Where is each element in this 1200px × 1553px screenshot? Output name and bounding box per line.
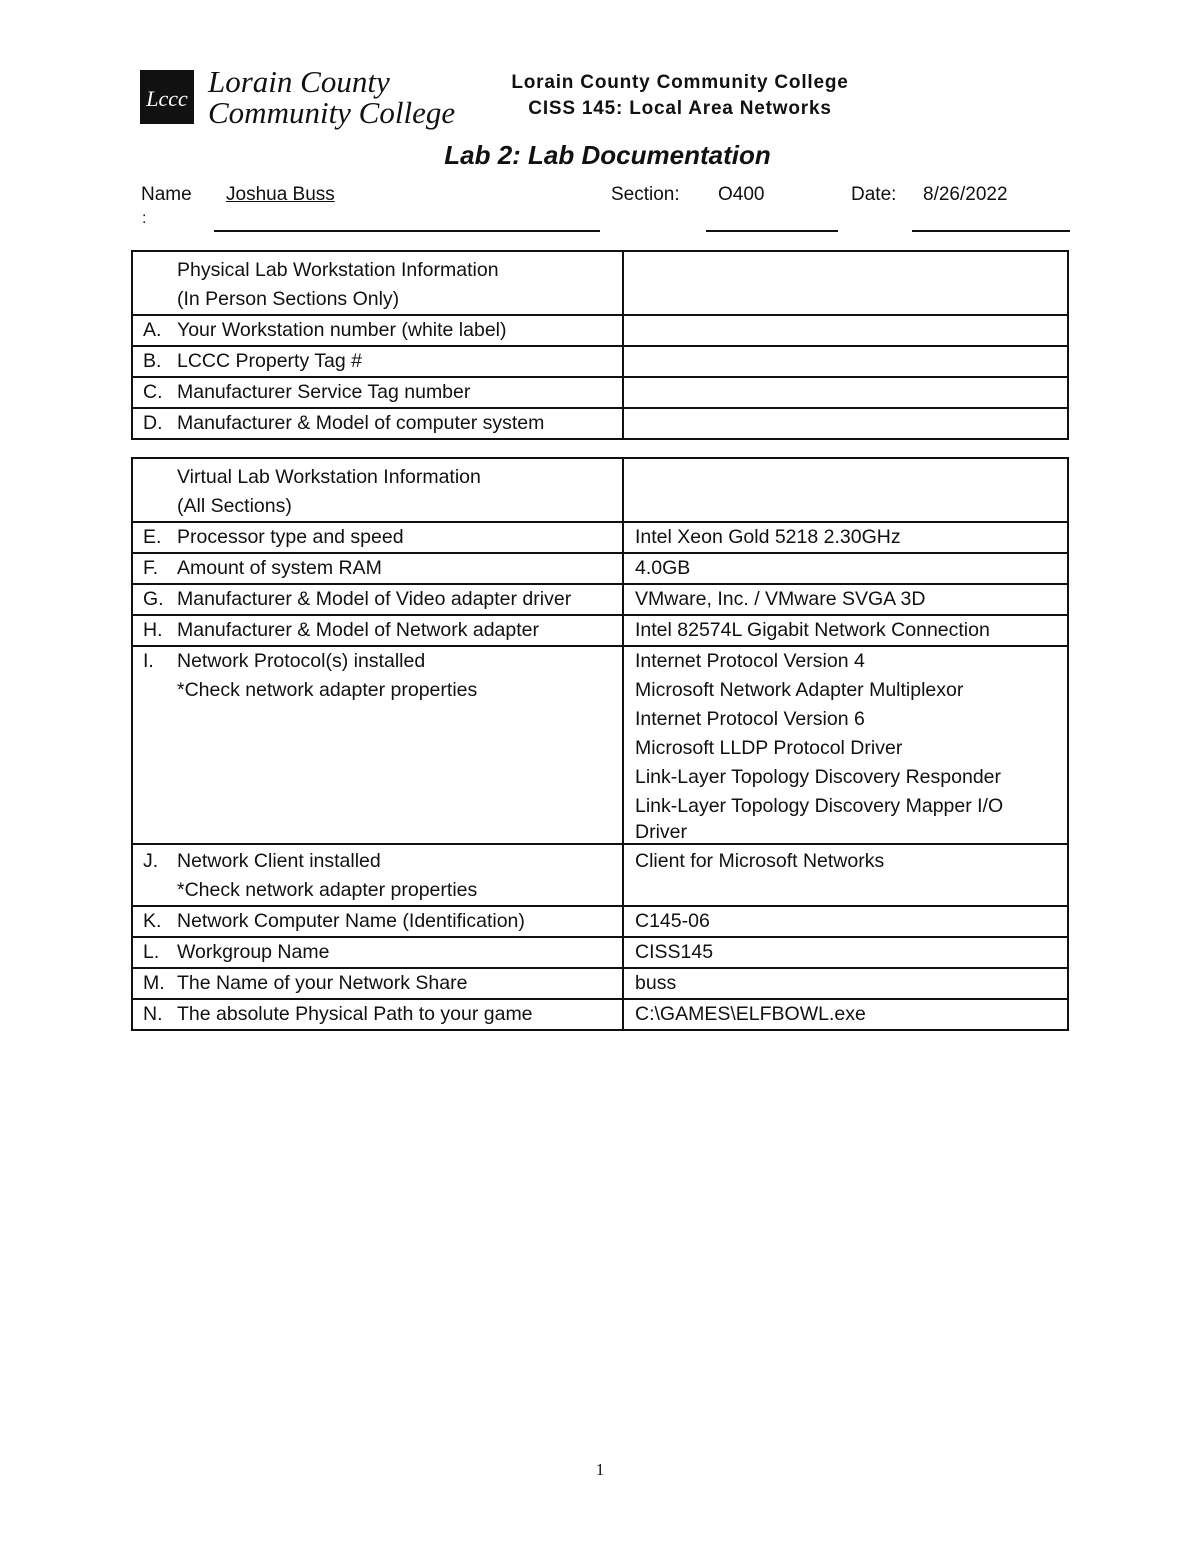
row-label: Network Computer Name (Identification) <box>177 910 525 932</box>
row-label: Manufacturer & Model of Video adapter driver <box>177 588 572 610</box>
table-row <box>132 522 1068 553</box>
protocol-item: Link-Layer Topology Discovery Responder <box>635 766 1001 788</box>
row-letter: L. <box>143 941 160 963</box>
row-label: The absolute Physical Path to your game <box>177 1003 533 1025</box>
table-row <box>132 408 1068 439</box>
row-note: *Check network adapter properties <box>177 679 478 701</box>
row-value-input[interactable]: CISS145 <box>623 937 1068 968</box>
table-row <box>132 968 1068 999</box>
protocol-item: Internet Protocol Version 6 <box>635 708 865 730</box>
logo-line-2: Community College <box>208 95 456 130</box>
row-letter: B. <box>143 350 162 372</box>
physical-heading: Physical Lab Workstation Information <box>177 259 499 281</box>
name-colon: : <box>142 210 147 227</box>
college-logo <box>140 64 456 130</box>
row-letter: F. <box>143 557 159 579</box>
table-row-protocols <box>132 646 1068 844</box>
row-value-input[interactable] <box>623 408 1068 439</box>
course-name: CISS 145: Local Area Networks <box>528 98 832 119</box>
lccc-logo-mark-icon <box>140 70 194 124</box>
table-row <box>132 346 1068 377</box>
row-letter: G. <box>143 588 164 610</box>
table-row <box>132 615 1068 646</box>
row-letter: I. <box>143 650 154 672</box>
row-value-input[interactable]: VMware, Inc. / VMware SVGA 3D <box>623 584 1068 615</box>
row-value-input[interactable]: C145-06 <box>623 906 1068 937</box>
name-value[interactable]: Joshua Buss <box>226 184 335 205</box>
table-row <box>132 377 1068 408</box>
row-label: Manufacturer & Model of Network adapter <box>177 619 540 641</box>
row-letter: K. <box>143 910 162 932</box>
row-label: LCCC Property Tag # <box>177 350 362 372</box>
name-underline <box>214 230 600 232</box>
table-header-row <box>132 251 1068 315</box>
row-label: Processor type and speed <box>177 526 404 548</box>
table-row-client <box>132 844 1068 906</box>
table-row <box>132 999 1068 1030</box>
protocol-item: Internet Protocol Version 4 <box>635 650 865 672</box>
row-value-input[interactable]: buss <box>623 968 1068 999</box>
row-letter: A. <box>143 319 162 341</box>
physical-subheading: (In Person Sections Only) <box>177 288 400 310</box>
section-underline <box>706 230 838 232</box>
table-row <box>132 906 1068 937</box>
row-value-input[interactable]: C:\GAMES\ELFBOWL.exe <box>623 999 1068 1030</box>
date-underline <box>912 230 1070 232</box>
row-label: Your Workstation number (white label) <box>177 319 507 341</box>
table-header-row <box>132 458 1068 522</box>
row-letter: D. <box>143 412 163 434</box>
row-value-input[interactable]: Client for Microsoft Networks <box>623 844 1068 906</box>
protocol-item: Microsoft Network Adapter Multiplexor <box>635 679 964 701</box>
row-letter: J. <box>143 850 159 872</box>
row-value-input[interactable] <box>623 346 1068 377</box>
row-label: Workgroup Name <box>177 941 330 963</box>
row-letter: M. <box>143 972 165 994</box>
row-value-input[interactable]: 4.0GB <box>623 553 1068 584</box>
row-value-input[interactable]: Intel Xeon Gold 5218 2.30GHz <box>623 522 1068 553</box>
row-letter: N. <box>143 1003 163 1025</box>
table-row <box>132 584 1068 615</box>
virtual-subheading: (All Sections) <box>177 495 292 517</box>
table-row <box>132 315 1068 346</box>
page-number: 1 <box>595 1460 605 1479</box>
row-label: Amount of system RAM <box>177 557 382 579</box>
row-letter: H. <box>143 619 163 641</box>
virtual-workstation-table <box>131 457 1069 1031</box>
virtual-heading: Virtual Lab Workstation Information <box>177 466 481 488</box>
table-row <box>132 553 1068 584</box>
row-value-input[interactable] <box>623 315 1068 346</box>
row-label: Manufacturer Service Tag number <box>177 381 471 403</box>
row-value-input[interactable] <box>623 646 1068 844</box>
protocol-item: Link-Layer Topology Discovery Mapper I/O <box>635 795 1004 817</box>
svg-text:Lccc: Lccc <box>146 86 188 111</box>
physical-workstation-table <box>131 250 1069 440</box>
row-label: Manufacturer & Model of computer system <box>177 412 545 434</box>
row-value-input[interactable] <box>623 377 1068 408</box>
name-label: Name <box>141 184 192 205</box>
table-row <box>132 937 1068 968</box>
logo-wordmark <box>208 66 455 128</box>
row-letter: C. <box>143 381 163 403</box>
row-value-input[interactable]: Intel 82574L Gigabit Network Connection <box>623 615 1068 646</box>
section-value[interactable]: O400 <box>718 184 765 205</box>
row-label: The Name of your Network Share <box>177 972 468 994</box>
row-note: *Check network adapter properties <box>177 879 478 901</box>
logo-line-1: Lorain County <box>208 64 390 99</box>
row-label: Network Protocol(s) installed <box>177 650 426 672</box>
protocol-item: Microsoft LLDP Protocol Driver <box>635 737 903 759</box>
page-title: Lab 2: Lab Documentation <box>444 140 771 170</box>
protocol-item: Driver <box>635 821 687 843</box>
date-label: Date: <box>851 184 897 205</box>
row-letter: E. <box>143 526 162 548</box>
row-label: Network Client installed <box>177 850 381 872</box>
date-value[interactable]: 8/26/2022 <box>923 184 1008 205</box>
college-name: Lorain County Community College <box>511 72 849 93</box>
section-label: Section: <box>611 184 680 205</box>
